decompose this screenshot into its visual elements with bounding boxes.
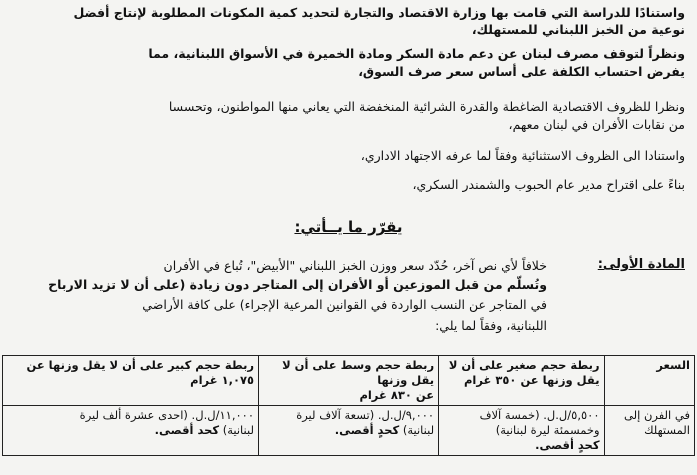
decision-heading: يقرّر ما يــأتي: (294, 218, 403, 236)
cell-small-line-1: ٥,٥٠٠/ل.ل. (خمسة آلاف (479, 408, 600, 422)
header-small-line-1: ربطة حجم صغير على أن لا (448, 358, 600, 372)
cell-small-line-2: وخمسمئة ليرة لبنانية) (495, 423, 600, 437)
preamble-line-8: بناءً على اقتراح مدير عام الحبوب والشمندر السكري، (412, 177, 685, 192)
header-small-line-2: يقل وزنها عن ٣٥٠ غرام (463, 373, 600, 387)
preamble-line-4: يفرض احتساب الكلفة على أساس سعر صرف السوق، (358, 64, 685, 79)
cell-small-price (439, 406, 604, 456)
header-large-line-1: ربطة حجم كبير على أن لا يقل وزنها عن (26, 358, 255, 372)
preamble-line-2: نوعية من الخبز اللبناني للمستهلك، (471, 22, 685, 37)
preamble-line-3: ونظراً لتوقف مصرف لبنان عن دعم مادة السكر ومادة الخميرة في الأسواق اللبنانية، مما (148, 46, 685, 61)
article-1-label: المادة الأولى: (597, 257, 685, 272)
header-price (604, 356, 694, 406)
header-large-line-2: ١,٠٧٥ غرام (190, 373, 255, 387)
header-medium-line-1: ربطة حجم وسط على أن لا يقل وزنها (282, 358, 435, 387)
article-1-line-1: خلافاً لأي نص آخر، حُدّد سعر ووزن الخبز اللبناني "الأبيض"، تُباع في الأفران (163, 258, 547, 273)
cell-large-line-2: لبنانية) (222, 423, 255, 437)
article-1-line-4: اللبنانية، وفقاً لما يلي: (435, 318, 547, 333)
cell-large-price (3, 406, 259, 456)
preamble-line-6: من نقابات الأفران في لبنان معهم، (508, 117, 685, 132)
cell-price-line-1: في الفرن إلى (624, 408, 690, 422)
preamble-line-1: واستنادًا للدراسة التي قامت بها وزارة الاقتصاد والتجارة لتحديد كمية المكونات المطلوبة لإنتاج أفضل (73, 5, 685, 20)
preamble-line-5: ونظرا للظروف الاقتصادية الضاغطة والقدرة الشرائية المنخفضة التي يعاني منها المواطنون، وتحسسا (168, 99, 685, 114)
header-medium (259, 356, 439, 406)
header-small (439, 356, 604, 406)
article-1-line-2: وتُسلّم من قبل الموزعين أو الأفران إلى المتاجر دون زيادة (على أن لا تزيد الارباح (48, 277, 547, 292)
cell-medium-line-3: كحدٍ أقصى. (334, 423, 400, 437)
table-header-row (3, 356, 695, 406)
preamble-line-7: واستنادا الى الظروف الاستثنائية وفقاً لما عرفه الاجتهاد الاداري، (360, 148, 685, 163)
cell-medium-price (259, 406, 439, 456)
header-medium-line-2: عن ٨٣٠ غرام (359, 388, 435, 402)
cell-price-location (604, 406, 694, 456)
bread-price-table (2, 355, 695, 456)
header-price-label: السعر (656, 358, 690, 372)
header-large (3, 356, 259, 406)
article-1-line-3: في المتاجر عن النسب الواردة في القوانين المرعية الإجراء) على كافة الأراضي (142, 297, 547, 312)
table-row (3, 406, 695, 456)
cell-price-line-2: المستهلك (644, 423, 690, 437)
cell-medium-line-1: ٩,٠٠٠/ل.ل. (تسعة آلاف ليرة (296, 408, 435, 422)
cell-medium-line-2: لبنانية) (402, 423, 435, 437)
cell-large-line-1: ١١,٠٠٠/ل.ل. (احدى عشرة ألف ليرة (79, 408, 255, 422)
cell-large-line-3: كحد أقصى. (154, 423, 220, 437)
cell-small-line-3: كحدٍ أقصى. (535, 438, 600, 452)
